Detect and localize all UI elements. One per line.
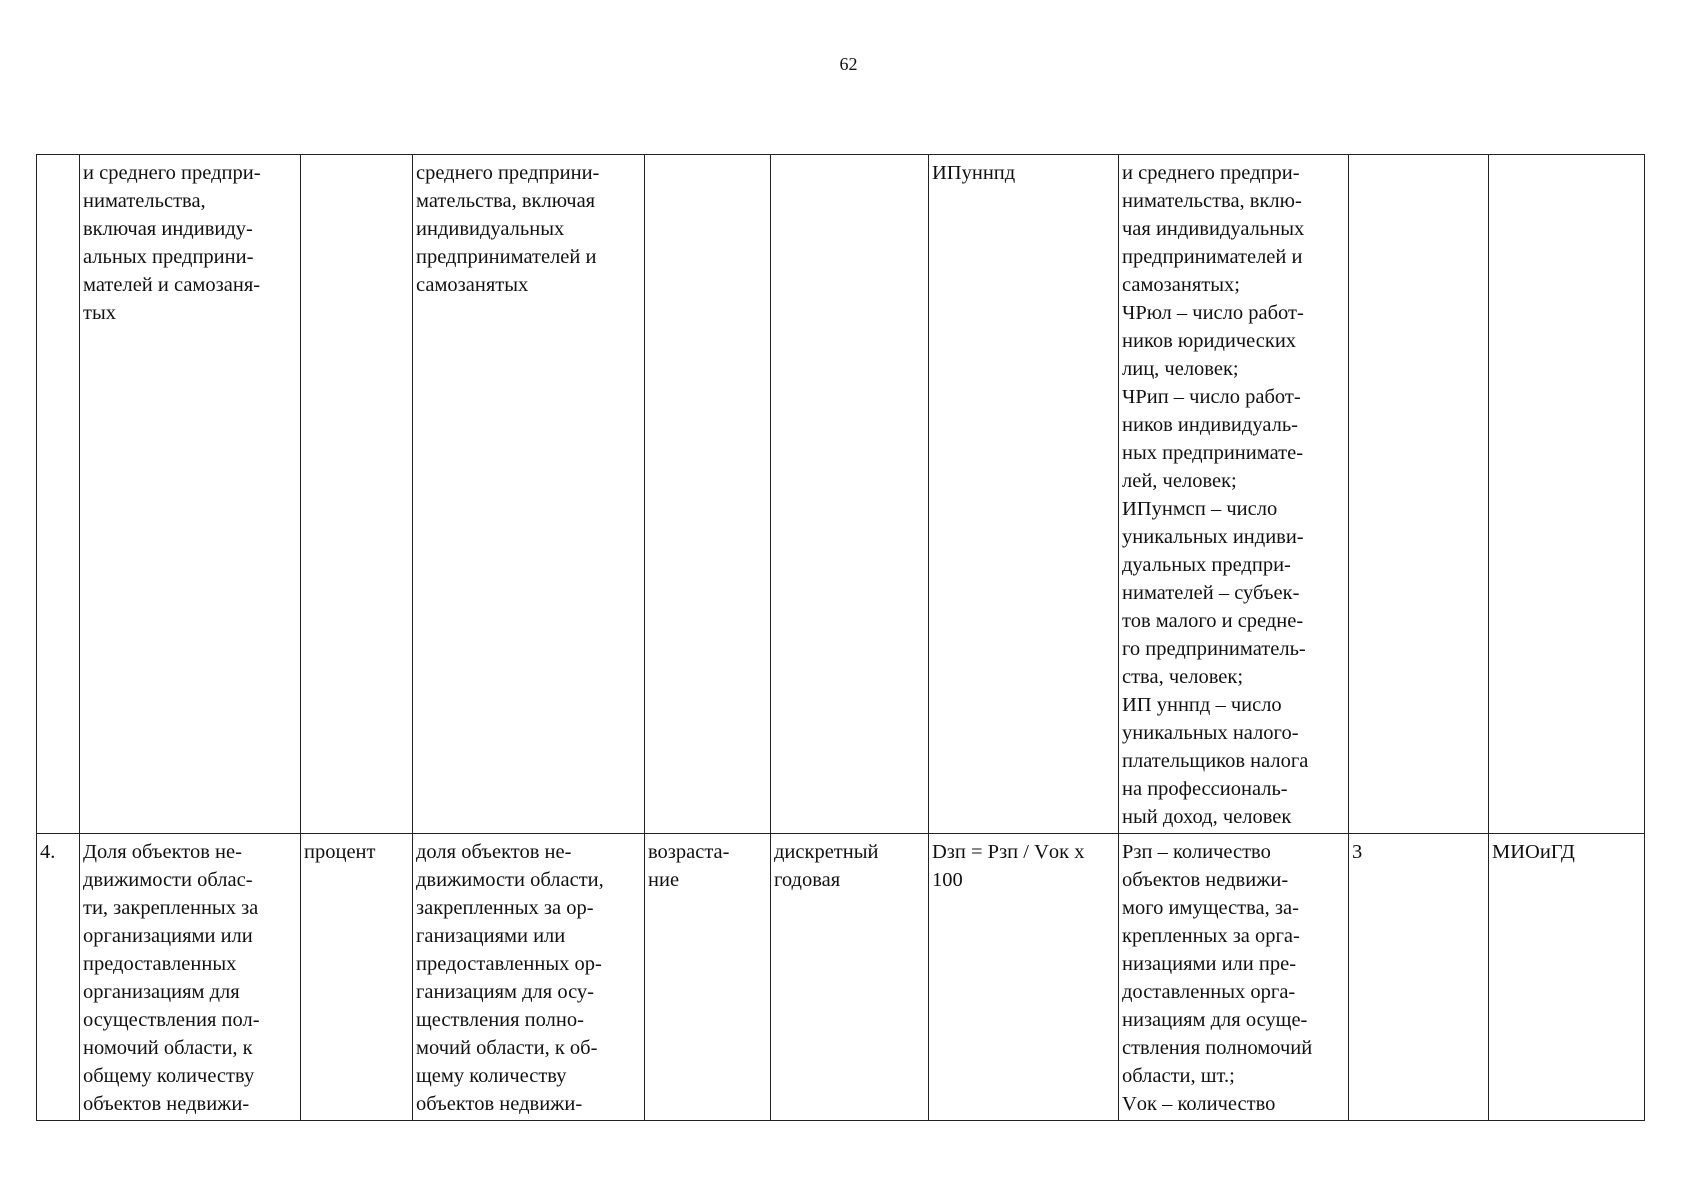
cell-unit (301, 834, 413, 1121)
cell-text-line: объектов недвижи- (416, 1093, 583, 1115)
cell-text-line: Dзп = Рзп / Vок x (932, 841, 1085, 863)
cell-text-line: лиц, человек; (1122, 358, 1239, 380)
cell-text-line: организациям для (83, 981, 240, 1003)
cell-text-line: и среднего предпри- (1122, 162, 1300, 184)
cell-text-line: номочий области, к (83, 1037, 253, 1059)
cell-text-line: ние (648, 869, 680, 891)
cell-text-line: самозанятых (416, 274, 529, 296)
cell-direction (645, 155, 771, 834)
cell-text-line: низациям для осуще- (1122, 1009, 1308, 1031)
table-row (37, 155, 1645, 834)
cell-text-line: предпринимателей и (1122, 246, 1303, 268)
cell-text-line: ИП уннпд – число (1122, 694, 1282, 716)
cell-data-type (771, 155, 929, 834)
cell-text-line: крепленных за орга- (1122, 925, 1300, 947)
cell-text-line: ный доход, человек (1122, 806, 1292, 828)
cell-indicator-name (80, 834, 301, 1121)
cell-text-line: мочий области, к об- (416, 1037, 598, 1059)
cell-text-line: мателей и самозаня- (83, 274, 261, 296)
cell-text-line: общему количеству (83, 1065, 255, 1087)
cell-text-line: среднего предприни- (416, 162, 600, 184)
cell-text-line: альных предприни- (83, 246, 254, 268)
cell-text-line: щему количеству (416, 1065, 567, 1087)
cell-text-line: 3 (1352, 841, 1363, 863)
cell-text-line: 100 (932, 869, 963, 891)
cell-text-line: низациями или пре- (1122, 953, 1297, 975)
cell-text-line: ИПунмсп – число (1122, 498, 1278, 520)
cell-text-line: и среднего предпри- (83, 162, 261, 184)
cell-text-line: ников индивидуаль- (1122, 414, 1299, 436)
cell-text-line: объектов недвижи- (1122, 869, 1289, 891)
cell-text-line: предоставленных (83, 953, 237, 975)
cell-text-line: доля объектов не- (416, 841, 572, 863)
cell-text-line: мого имущества, за- (1122, 897, 1299, 919)
cell-text-line: предоставленных ор- (416, 953, 602, 975)
cell-text-line: самозанятых; (1122, 274, 1240, 296)
cell-text-line: доставленных орга- (1122, 981, 1296, 1003)
table-row (37, 834, 1645, 1121)
cell-responsible (1489, 155, 1645, 834)
cell-text-line: го предприниматель- (1122, 638, 1306, 660)
cell-definition (413, 834, 645, 1121)
cell-text-line: ИПуннпд (932, 162, 1016, 184)
cell-text-line: области, шт.; (1122, 1065, 1235, 1087)
cell-text-line: 4. (40, 841, 56, 863)
cell-direction (645, 834, 771, 1121)
cell-text-line: дискретный (774, 841, 879, 863)
cell-formula (929, 155, 1119, 834)
cell-text-line: нимательства, (83, 190, 206, 212)
cell-text-line: движимости облас- (83, 869, 253, 891)
cell-text-line: уникальных индиви- (1122, 526, 1304, 548)
cell-text-line: мательства, включая (416, 190, 596, 212)
cell-text-line: чая индивидуальных (1122, 218, 1305, 240)
cell-formula (929, 834, 1119, 1121)
cell-text-line: организациями или (83, 925, 253, 947)
cell-text-line: возраста- (648, 841, 730, 863)
cell-text-line: ствления полномочий (1122, 1037, 1313, 1059)
cell-text-line: нимательства, вклю- (1122, 190, 1302, 212)
cell-number (37, 834, 80, 1121)
cell-text-line: предпринимателей и (416, 246, 597, 268)
cell-definition (413, 155, 645, 834)
cell-responsible (1489, 834, 1645, 1121)
cell-text-line: ЧРип – число работ- (1122, 386, 1301, 408)
cell-text-line: Доля объектов не- (83, 841, 242, 863)
cell-text-line: Vок – количество (1122, 1093, 1276, 1115)
cell-text-line: осуществления пол- (83, 1009, 260, 1031)
cell-text-line: МИОиГД (1492, 841, 1575, 863)
indicator-table (36, 154, 1645, 1121)
cell-indicator-name (80, 155, 301, 834)
cell-text-line: ЧРюл – число работ- (1122, 302, 1304, 324)
cell-value (1349, 155, 1489, 834)
cell-number (37, 155, 80, 834)
cell-text-line: ганизациям для осу- (416, 981, 594, 1003)
cell-text-line: включая индивиду- (83, 218, 253, 240)
cell-text-line: дуальных предпри- (1122, 554, 1291, 576)
page-number: 62 (839, 54, 858, 74)
cell-text-line: лей, человек; (1122, 470, 1237, 492)
cell-text-line: тов малого и средне- (1122, 610, 1304, 632)
cell-text-line: нимателей – субъек- (1122, 582, 1300, 604)
cell-text-line: ников юридических (1122, 330, 1297, 352)
cell-text-line: процент (304, 841, 376, 863)
cell-text-line: уникальных налого- (1122, 722, 1299, 744)
cell-text-line: ганизациями или (416, 925, 566, 947)
cell-variables (1119, 155, 1349, 834)
cell-text-line: на профессиональ- (1122, 778, 1288, 800)
cell-variables (1119, 834, 1349, 1121)
cell-text-line: ства, человек; (1122, 666, 1244, 688)
cell-text-line: закрепленных за ор- (416, 897, 594, 919)
cell-value (1349, 834, 1489, 1121)
cell-text-line: ществления полно- (416, 1009, 584, 1031)
cell-text-line: Рзп – количество (1122, 841, 1271, 863)
cell-text-line: движимости области, (416, 869, 604, 891)
cell-text-line: ти, закрепленных за (83, 897, 259, 919)
cell-text-line: объектов недвижи- (83, 1093, 250, 1115)
cell-data-type (771, 834, 929, 1121)
cell-text-line: годовая (774, 869, 841, 891)
cell-text-line: тых (83, 302, 116, 324)
cell-unit (301, 155, 413, 834)
cell-text-line: ных предпринимате- (1122, 442, 1304, 464)
cell-text-line: плательщиков налога (1122, 750, 1309, 772)
cell-text-line: индивидуальных (416, 218, 565, 240)
